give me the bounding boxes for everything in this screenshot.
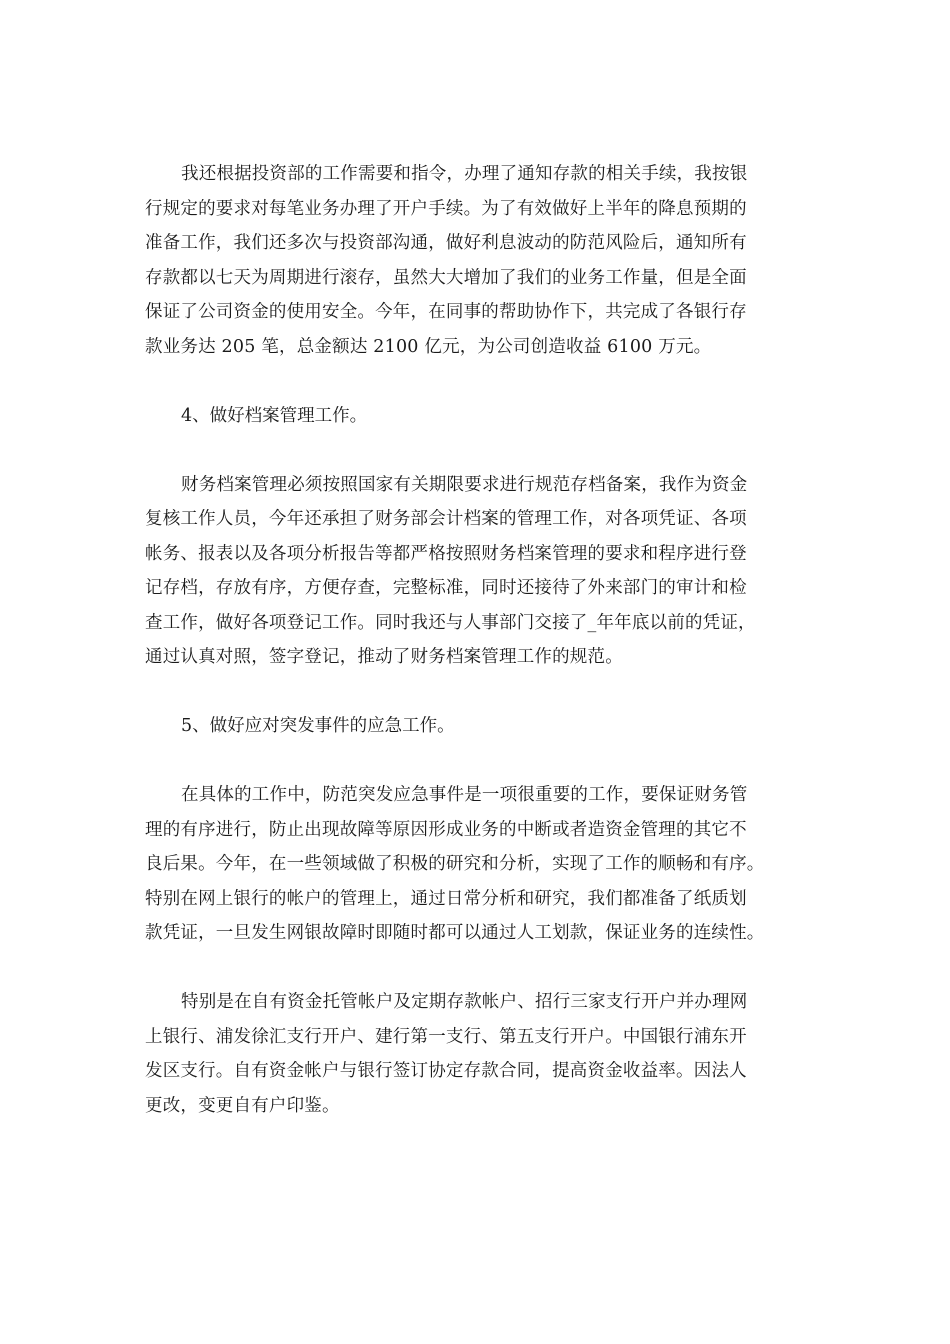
paragraph-archive-management: 财务档案管理必须按照国家有关期限要求进行规范存档备案，我作为资金 复核工作人员，今年还承担了财务部会计档案的管理工作，对各项凭证、各项 帐务、报表以及各项分析报告等都严格按照财务档案管理的要求和程序进行登 记存档，存放有序，方便存查，完整标准，同时还接待了外来部门的审计和检 查工作，做好各项登记工作。同时我还与人事部门交接了_年年底以前的凭证， 通过认真对照，签字登记，推动了财务档案管理工作的规范。 [145,474,756,667]
section-heading-archive: 4、做好档案管理工作。 [181,405,368,426]
paragraph-deposit-work: 我还根据投资部的工作需要和指令，办理了通知存款的相关手续，我按银 行规定的要求对每笔业务办理了开户手续。为了有效做好上半年的降息预期的 准备工作，我们还多次与投资部沟通，做好利息波动的防范风险后，通知所有 存款都以七天为周期进行滚存，虽然大大增加了我们的业务工作量，但是全面 保证了公司资金的使用安全。今年，在同事的帮助协作下，共完成了各银行存 款业务达 205 笔，总金额达 2100 亿元，为公司创造收益 6100 万元。 [145,164,748,357]
paragraph-gap [145,675,813,710]
paragraph-accounts: 特别是在自有资金托管帐户及定期存款帐户、招行三家支行开户并办理网 上银行、浦发徐汇支行开户、建行第一支行、第五支行开户。中国银行浦东开 发区支行。自有资金帐户与银行签订协定存款合同，提高资金收益率。因法人 更改，变更自有户印鉴。 [145,992,748,1116]
paragraph-emergency-work: 在具体的工作中，防范突发应急事件是一项很重要的工作，要保证财务管 理的有序进行，防止出现故障等原因形成业务的中断或者造资金管理的其它不 良后果。今年，在一些领域做了积极的研究和分析，实现了工作的顺畅和有序。 特别在网上银行的帐户的管理上，通过日常分析和研究，我们都准备了纸质划 款凭证，一旦发生网银故障时即随时都可以通过人工划款，保证业务的连续性。 [145,785,765,943]
paragraph-gap [145,744,813,779]
section-heading-emergency: 5、做好应对突发事件的应急工作。 [181,716,455,736]
paragraph-gap [145,364,813,399]
paragraph-gap [145,951,813,986]
paragraph-gap [145,433,813,468]
document-page [145,157,813,1123]
